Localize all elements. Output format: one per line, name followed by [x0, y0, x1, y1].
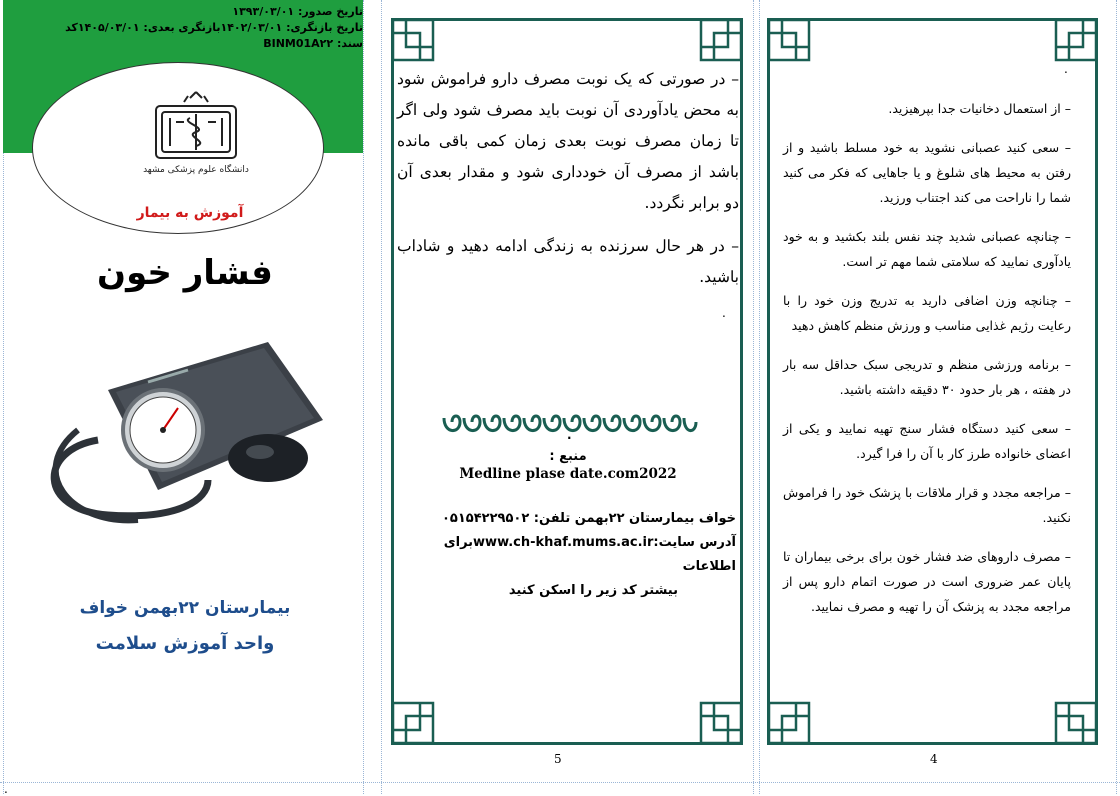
- page4-paragraph: – برنامه ورزشی منظم و تدریجی سبک حداقل سه بار در هفته ، هر بار حدود ۳۰ دقیقه داشته باشید.: [783, 357, 1071, 397]
- stray-dot: .: [4, 782, 8, 796]
- page4-paragraph: – سعی کنید دستگاه فشار سنج تهیه نمایید و یکی از اعضای خانواده طرز کار با آن را فرا گیرد.: [783, 421, 1071, 461]
- page5-body: [397, 64, 739, 305]
- page4-body: [783, 96, 1071, 633]
- column-divider: [381, 0, 382, 794]
- page4-paragraph: – سعی کنید عصبانی نشوید به خود مسلط باشید و از رفتن به محیط های شلوغ و یا جاهایی که فکر می کنید شما را ناراحت می کند اجتناب ورزید.: [783, 140, 1071, 205]
- page4-paragraph: – از استعمال دخانیات جدا بپرهیزید.: [888, 101, 1071, 116]
- meta-document-code: سند: BINM01A۲۲: [263, 37, 363, 50]
- contact-info: [400, 507, 736, 603]
- bottom-divider: [0, 782, 1120, 783]
- page5-paragraph: – در صورتی که یک نوبت مصرف دارو فراموش شود به محض یادآوردی آن نوبت باید مصرف شود ولی اگر تا زمان مصرف نوبت بعدی زمان کمی باقی مانده باشد از مصرف آن خودداری شود و مقدار بعدی آن دو برابر نگردد.: [397, 70, 739, 212]
- unit-name: واحد آموزش سلامت: [95, 633, 275, 654]
- meta-issue-date: تاریخ صدور: ۱۳۹۳/۰۳/۰۱: [232, 5, 363, 18]
- corner-ornament-icon: [1054, 18, 1098, 62]
- blood-pressure-monitor-icon: [38, 330, 328, 525]
- source-reference: Medline plase date.com2022: [459, 466, 677, 482]
- corner-ornament-icon: [767, 18, 811, 62]
- page-number: 4: [930, 752, 938, 766]
- cover-title: فشار خون: [97, 253, 273, 293]
- page4-paragraph: – چنانچه عصبانی شدید چند نفس بلند بکشید و به خود یادآوری نمایید که سلامتی شما مهم تر است.: [783, 229, 1071, 269]
- stray-dot: .: [722, 306, 726, 320]
- source-block: [400, 447, 736, 482]
- page-number: 5: [554, 752, 562, 766]
- contact-website-line: آدرس سایت:www.ch-khaf.mums.ac.irبرای اطلاعات: [443, 535, 736, 574]
- column-divider: [759, 0, 760, 794]
- contact-scan-line: بیشتر کد زیر را اسکن کنید: [508, 583, 678, 598]
- corner-ornament-icon: [767, 701, 811, 745]
- stray-dot: .: [1064, 62, 1068, 76]
- university-logo-icon: [143, 88, 249, 176]
- patient-education-label: آموزش به بیمار: [136, 205, 244, 221]
- column-divider: [753, 0, 754, 794]
- corner-ornament-icon: [391, 701, 435, 745]
- page4-paragraph: – مراجعه مجدد و قرار ملاقات با پزشک خود را فراموش نکنید.: [783, 485, 1071, 525]
- corner-ornament-icon: [699, 701, 743, 745]
- source-label: منبع :: [549, 449, 587, 464]
- hospital-name: بیمارستان ۲۲بهمن خواف: [79, 598, 291, 618]
- logo-caption: دانشگاه علوم پزشکی مشهد: [143, 165, 249, 175]
- corner-ornament-icon: [391, 18, 435, 62]
- stray-dot: .: [567, 428, 572, 442]
- corner-ornament-icon: [1054, 701, 1098, 745]
- meta-revision-date: تاریخ بازنگری: ۱۴۰۲/۰۳/۰۱بازنگری بعدی: ۱۴۰۵/۰۳/۰۱کد: [65, 21, 363, 34]
- contact-phone-line: خواف بیمارستان ۲۲بهمن تلفن: ۰۵۱۵۴۲۲۹۵۰۲: [442, 511, 736, 526]
- corner-ornament-icon: [699, 18, 743, 62]
- page5-paragraph: – در هر حال سرزنده به زندگی ادامه دهید و شاداب باشید.: [397, 237, 739, 286]
- column-divider: [363, 0, 364, 794]
- document-meta: [65, 4, 363, 52]
- page4-paragraph: – چنانچه وزن اضافی دارید به تدریج وزن خود را با رعایت رژیم غذایی مناسب و ورزش منظم کاهش دهید: [783, 293, 1071, 333]
- page4-paragraph: – مصرف داروهای ضد فشار خون برای برخی بیماران تا پایان عمر ضروری است در صورت اتمام دارو پس از مراجعه مجدد به پزشک آن را تهیه و مصرف نمایید.: [783, 549, 1071, 614]
- column-divider: [1116, 0, 1117, 794]
